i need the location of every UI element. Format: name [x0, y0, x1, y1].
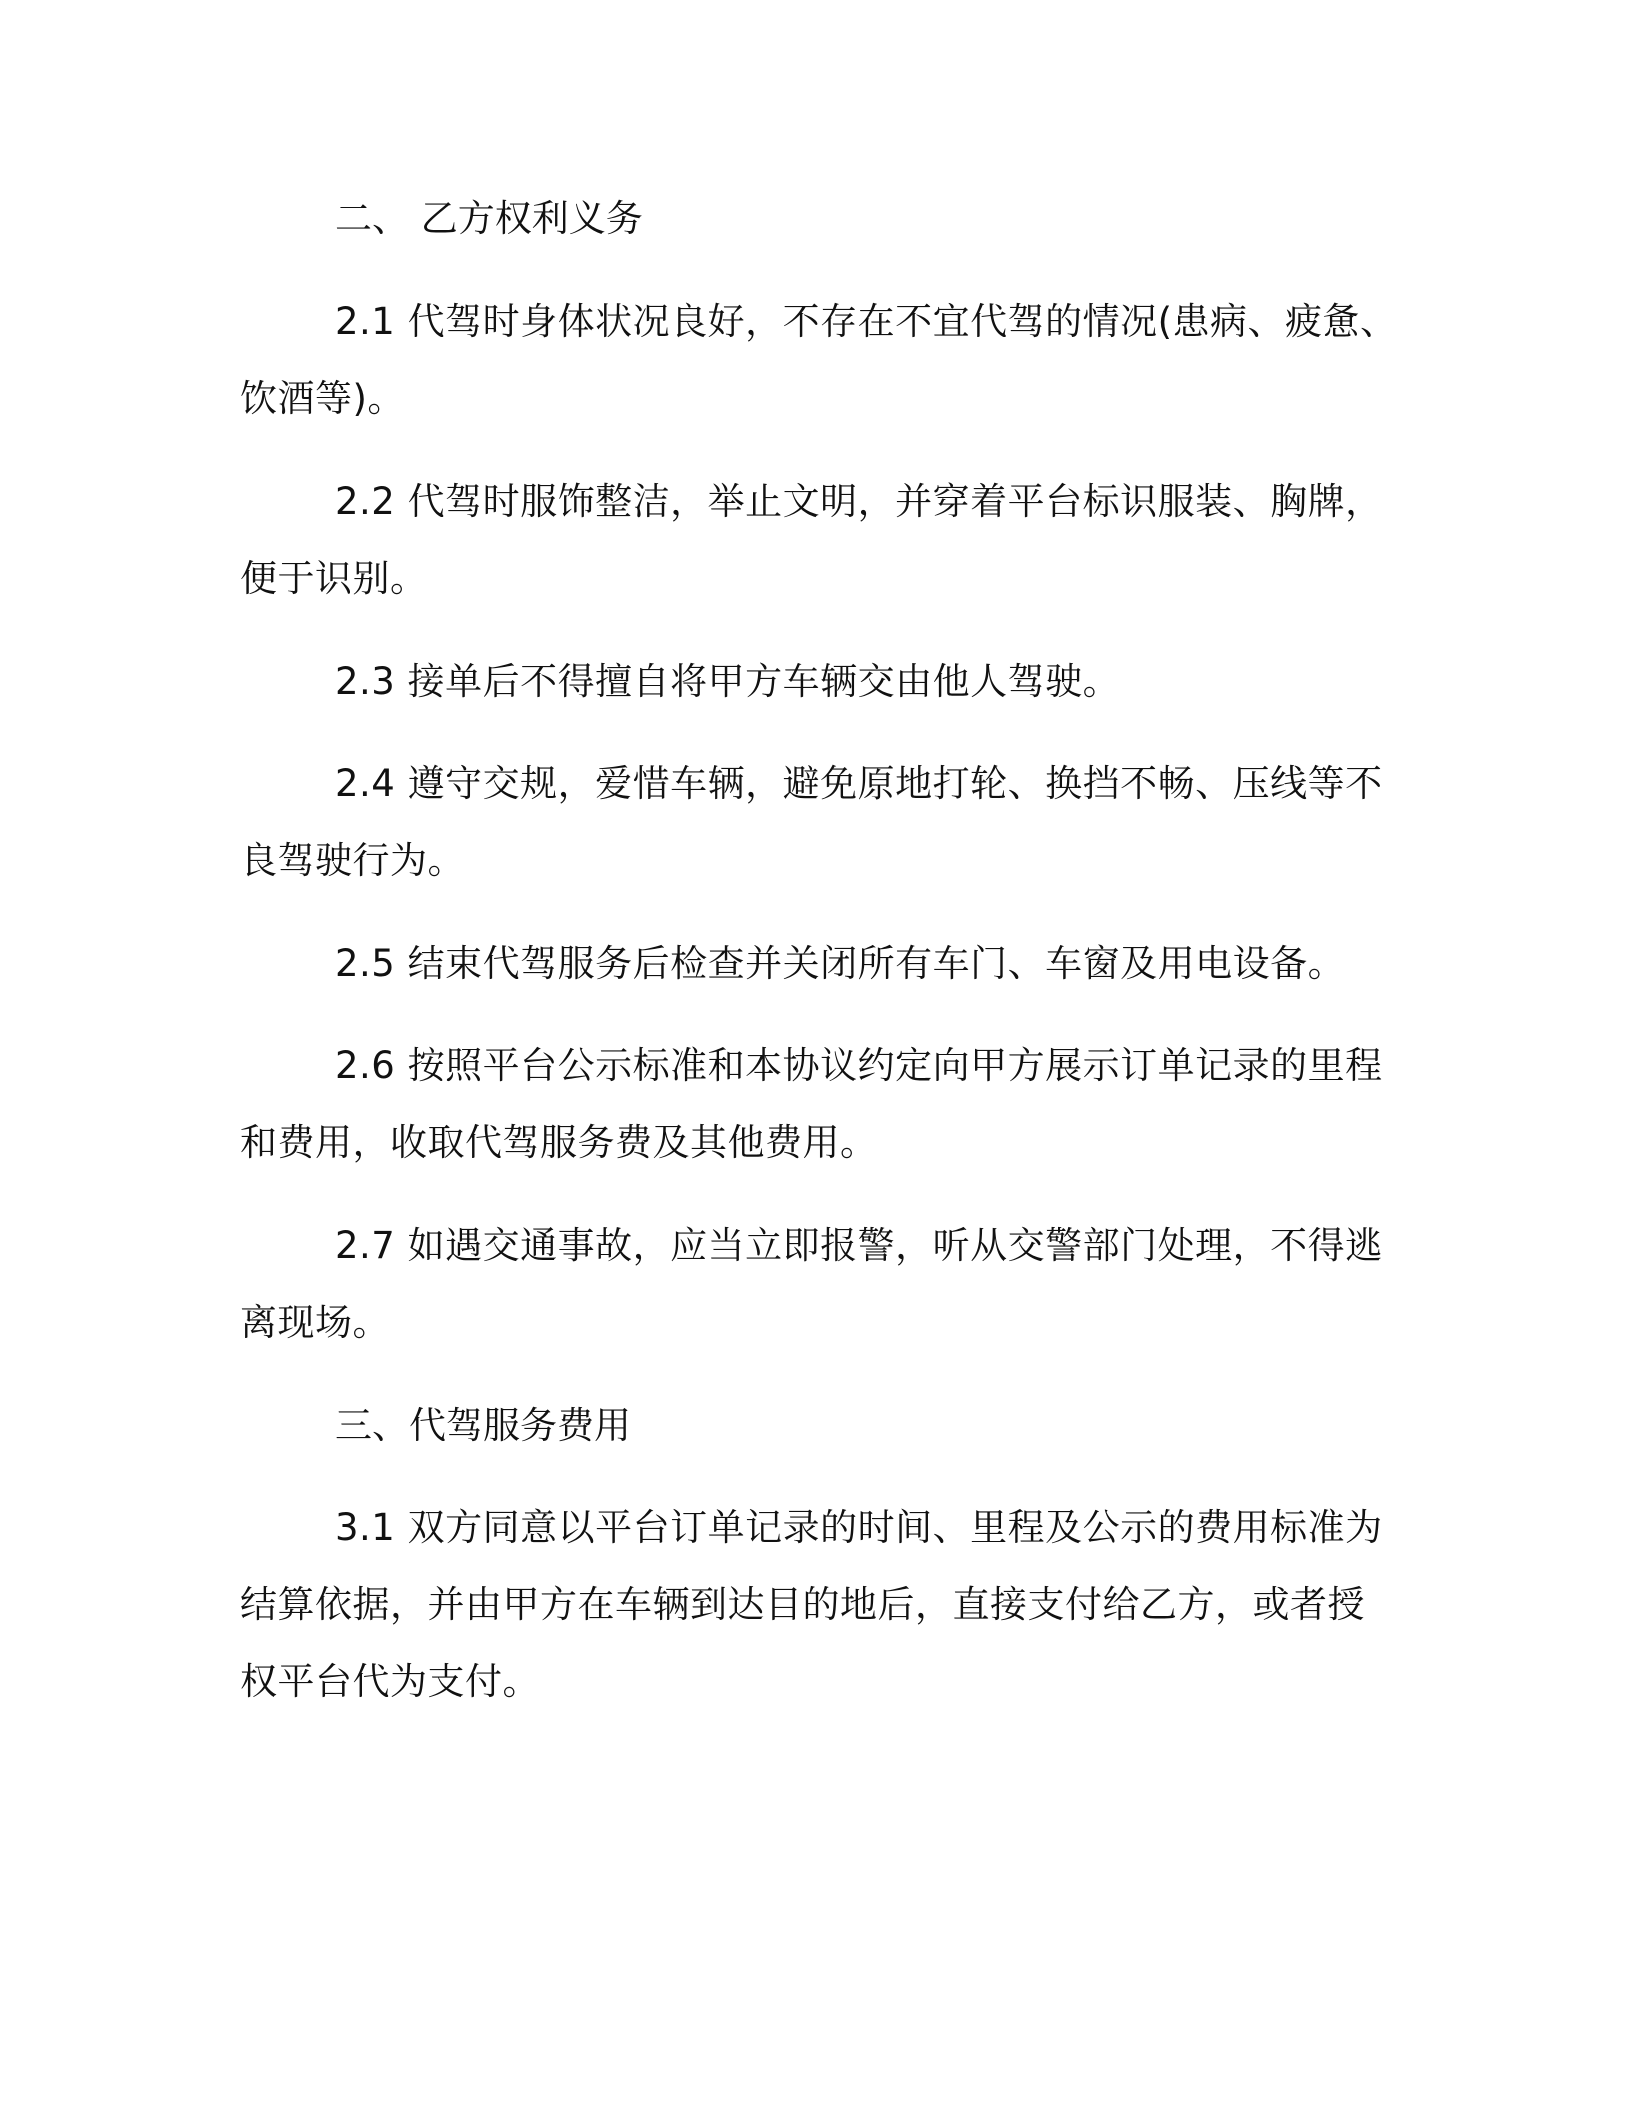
clause-2-3 [240, 643, 1370, 720]
clause-2-7-line-1: 2.7 如遇交通事故，应当立即报警，听从交警部门处理，不得逃 [335, 1224, 1383, 1267]
clause-2-7 [240, 1207, 1383, 1361]
clause-2-7-line-2: 离现场。 [240, 1301, 390, 1344]
clause-2-1-line-1: 2.1 代驾时身体状况良好，不存在不宜代驾的情况(患病、疲惫、 [335, 300, 1398, 343]
clause-2-1-line-2: 饮酒等)。 [240, 377, 405, 420]
clause-2-6 [240, 1027, 1383, 1181]
section-heading-rights-obligations: 二、 乙方权利义务 [335, 197, 643, 240]
clause-2-5-line-1: 2.5 结束代驾服务后检查并关闭所有车门、车窗及用电设备。 [335, 942, 1346, 985]
clause-2-2-line-2: 便于识别。 [240, 557, 428, 600]
clause-2-2-line-1: 2.2 代驾时服饰整洁，举止文明，并穿着平台标识服装、胸牌， [335, 480, 1383, 523]
clause-2-4-line-2: 良驾驶行为。 [240, 839, 465, 882]
clause-3-1-line-3: 权平台代为支付。 [240, 1660, 540, 1703]
clause-3-1-line-2: 结算依据，并由甲方在车辆到达目的地后，直接支付给乙方，或者授 [240, 1583, 1365, 1626]
clause-3-1-line-1: 3.1 双方同意以平台订单记录的时间、里程及公示的费用标准为 [335, 1506, 1383, 1549]
clause-2-6-line-1: 2.6 按照平台公示标准和本协议约定向甲方展示订单记录的里程 [335, 1044, 1383, 1087]
clause-2-4 [240, 745, 1383, 899]
clause-2-5 [240, 925, 1370, 1002]
clause-2-6-line-2: 和费用，收取代驾服务费及其他费用。 [240, 1121, 878, 1164]
clause-2-4-line-1: 2.4 遵守交规，爱惜车辆，避免原地打轮、换挡不畅、压线等不 [335, 762, 1383, 805]
clause-2-2 [240, 463, 1383, 617]
clause-2-3-line-1: 2.3 接单后不得擅自将甲方车辆交由他人驾驶。 [335, 660, 1121, 703]
section-heading-service-fees: 三、代驾服务费用 [335, 1404, 631, 1447]
clause-2-1 [240, 283, 1398, 437]
clause-3-1 [240, 1489, 1383, 1720]
